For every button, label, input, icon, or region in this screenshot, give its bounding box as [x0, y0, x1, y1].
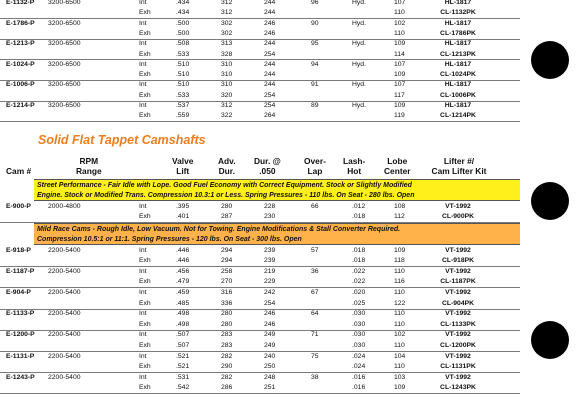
cam-number-cell: E-1006-P [6, 81, 35, 89]
lobe-center-cell: 114 [394, 50, 405, 58]
cam-number-cell: E-1024-P [6, 60, 35, 68]
header-dur-050 [254, 156, 281, 176]
lifter-kit-cell: CL-1006PK [440, 91, 476, 99]
valve-lift-cell: .479 [176, 278, 190, 286]
table-row [0, 341, 520, 352]
advertised-duration-cell: 320 [221, 91, 233, 99]
lobe-center-cell: 116 [394, 278, 405, 286]
valve-lift-cell: .531 [176, 373, 190, 381]
advertised-duration-cell: 310 [221, 60, 233, 68]
duration-050-cell: 244 [264, 40, 276, 48]
lash-hot-cell: Hyd. [352, 102, 366, 109]
lobe-center-cell: 103 [394, 373, 406, 381]
lobe-center-cell: 112 [394, 212, 405, 220]
valve-lift-cell: .507 [176, 341, 190, 349]
lash-hot-cell: .022 [352, 267, 366, 275]
valve-side-cell: Exh [139, 384, 151, 392]
duration-050-cell: 254 [264, 50, 276, 58]
header-kit-line2: Cam Lifter Kit [431, 166, 487, 176]
lash-hot-cell: .030 [352, 341, 366, 349]
duration-050-cell: 254 [264, 102, 276, 109]
valve-side-cell: Exh [139, 257, 151, 265]
duration-050-cell: 229 [264, 278, 276, 286]
lifter-kit-cell: VT-1992 [445, 202, 471, 210]
cam-number-cell: E-1131-P [6, 352, 35, 360]
duration-050-cell: 244 [264, 9, 276, 17]
duration-050-cell: 244 [264, 71, 276, 79]
rpm-range-cell: 2200-5400 [48, 246, 81, 254]
lifter-kit-cell: CL-1131PK [440, 363, 476, 371]
overlap-cell: 75 [311, 352, 319, 360]
lifter-kit-cell: CL-1024PK [440, 71, 476, 79]
lifter-kit-cell: VT-1992 [445, 288, 471, 296]
lobe-center-cell: 102 [394, 19, 406, 27]
valve-side-cell: Exh [139, 278, 151, 286]
header-dur-line2: .050 [259, 166, 276, 176]
advertised-duration-cell: 280 [221, 310, 233, 318]
duration-050-cell: 246 [264, 320, 276, 328]
valve-side-cell: Int [139, 352, 147, 360]
advertised-duration-cell: 270 [221, 278, 233, 286]
lobe-center-cell: 110 [394, 288, 405, 296]
duration-050-cell: 264 [264, 112, 276, 120]
duration-050-cell: 244 [264, 81, 276, 89]
lifter-kit-cell: HL-1817 [444, 60, 472, 68]
row-divider [0, 393, 520, 394]
table-row [0, 19, 520, 30]
race-band-line2: Compression 10.5:1 or 11:1. Spring Pressures - 120 lbs. On Seat - 300 lbs. Open [37, 235, 302, 243]
valve-side-cell: Int [139, 331, 147, 339]
overlap-cell: 64 [311, 310, 319, 318]
overlap-cell: 36 [311, 267, 319, 275]
table-row [0, 267, 520, 278]
advertised-duration-cell: 316 [221, 288, 233, 296]
lash-hot-cell: .030 [352, 310, 366, 318]
rpm-range-cell: 3200-6500 [48, 60, 81, 68]
lobe-center-cell: 110 [394, 363, 405, 371]
overlap-cell: 71 [311, 331, 319, 339]
lash-hot-cell: .030 [352, 320, 366, 328]
valve-side-cell: Int [139, 288, 147, 296]
duration-050-cell: 244 [264, 60, 276, 68]
valve-lift-cell: .510 [176, 81, 190, 89]
advertised-duration-cell: 286 [221, 384, 233, 392]
advertised-duration-cell: 280 [221, 202, 233, 210]
lifter-kit-cell: VT-1992 [445, 331, 471, 339]
lash-hot-cell: .025 [352, 299, 366, 307]
duration-050-cell: 249 [264, 341, 276, 349]
advertised-duration-cell: 312 [221, 102, 233, 109]
cam-number-cell: E-1214-P [6, 102, 35, 109]
advertised-duration-cell: 287 [221, 212, 233, 220]
duration-050-cell: 251 [264, 384, 276, 392]
lobe-center-cell: 109 [394, 71, 406, 79]
table-row [0, 101, 520, 112]
rpm-range-cell: 2200-5400 [48, 331, 81, 339]
valve-side-cell: Exh [139, 341, 151, 349]
lifter-kit-cell: HL-1817 [444, 19, 472, 27]
duration-050-cell: 239 [264, 257, 276, 265]
overlap-cell: 38 [311, 373, 319, 381]
advertised-duration-cell: 282 [221, 352, 233, 360]
table-row [0, 80, 520, 91]
overlap-cell: 66 [311, 202, 319, 210]
cam-number-cell: E-904-P [6, 288, 31, 296]
header-over-line1: Over- [304, 156, 326, 166]
cam-number-cell: E-1132-P [6, 0, 35, 6]
lifter-kit-cell: CL-1243PK [440, 384, 476, 392]
duration-050-cell: 254 [264, 299, 276, 307]
lash-hot-cell: Hyd. [352, 60, 366, 68]
valve-lift-cell: .434 [176, 0, 190, 6]
lobe-center-cell: 117 [394, 91, 405, 99]
binder-hole [531, 182, 569, 220]
header-lash-line1: Lash- [343, 156, 366, 166]
lobe-center-cell: 118 [394, 257, 405, 265]
valve-lift-cell: .498 [176, 320, 190, 328]
lobe-center-cell: 108 [394, 202, 406, 210]
table-row [0, 373, 520, 384]
lobe-center-cell: 109 [394, 40, 406, 48]
header-dur-line1: Dur. @ [254, 156, 281, 166]
table-row [0, 309, 520, 320]
lobe-center-cell: 104 [394, 352, 406, 360]
header-valve-line1: Valve [172, 156, 194, 166]
valve-side-cell: Exh [139, 50, 151, 58]
lifter-kit-cell: CL-900PK [441, 212, 475, 220]
duration-050-cell: 248 [264, 373, 276, 381]
lobe-center-cell: 110 [394, 310, 405, 318]
overlap-cell: 94 [311, 60, 319, 68]
lobe-center-cell: 107 [394, 60, 406, 68]
advertised-duration-cell: 290 [221, 363, 233, 371]
lobe-center-cell: 110 [394, 267, 405, 275]
lash-hot-cell: .024 [352, 352, 366, 360]
lobe-center-cell: 109 [394, 384, 406, 392]
lifter-kit-cell: CL-1133PK [440, 320, 476, 328]
valve-side-cell: Exh [139, 212, 151, 220]
rpm-range-cell: 3200-6500 [48, 81, 81, 89]
duration-050-cell: 246 [264, 310, 276, 318]
lifter-kit-cell: CL-904PK [441, 299, 475, 307]
valve-lift-cell: .510 [176, 60, 190, 68]
header-adv-line1: Adv. [218, 156, 236, 166]
lobe-center-cell: 119 [394, 112, 405, 120]
advertised-duration-cell: 312 [221, 9, 233, 17]
valve-lift-cell: .434 [176, 9, 190, 17]
duration-050-cell: 246 [264, 19, 276, 27]
advertised-duration-cell: 302 [221, 19, 233, 27]
advertised-duration-cell: 294 [221, 257, 233, 265]
overlap-cell: 96 [311, 0, 319, 6]
lobe-center-cell: 110 [394, 320, 405, 328]
table-row [0, 246, 520, 257]
duration-050-cell: 240 [264, 352, 276, 360]
lobe-center-cell: 102 [394, 331, 406, 339]
lash-hot-cell: .018 [352, 212, 366, 220]
lifter-kit-cell: VT-1992 [445, 267, 471, 275]
header-rpm-line2: Range [76, 166, 102, 176]
header-lash [343, 156, 365, 176]
header-lobe-line2: Center [384, 166, 411, 176]
lifter-kit-cell: CL-1200PK [440, 341, 476, 349]
lifter-kit-cell: VT-1992 [445, 246, 471, 254]
lifter-kit-cell: CL-1214PK [440, 112, 476, 120]
row-divider [0, 121, 520, 122]
overlap-cell: 95 [311, 40, 319, 48]
binder-hole [531, 41, 569, 79]
lifter-kit-cell: VT-1992 [445, 310, 471, 318]
advertised-duration-cell: 282 [221, 373, 233, 381]
header-adv-line2: Dur. [218, 166, 235, 176]
cam-number-cell: E-1213-P [6, 40, 35, 48]
header-rpm-line1: RPM [79, 156, 99, 166]
valve-lift-cell: .533 [176, 91, 190, 99]
valve-lift-cell: .498 [176, 310, 190, 318]
rpm-range-cell: 2200-5400 [48, 267, 81, 275]
lash-hot-cell: .016 [352, 373, 366, 381]
race-band-line1: Mild Race Cams - Rough Idle, Low Vacuum. Not for Towing. Engine Modifications & Stall Converter Required. [37, 226, 401, 233]
advertised-duration-cell: 312 [221, 0, 233, 6]
valve-side-cell: Int [139, 40, 147, 48]
valve-lift-cell: .507 [176, 331, 190, 339]
table-row [0, 288, 520, 299]
street-band-line1: Street Performance - Fair Idle with Lope. Good Fuel Economy with Correct Equipment. Stock or Slightly Modified [37, 182, 412, 189]
valve-lift-cell: .485 [176, 299, 190, 307]
valve-lift-cell: .500 [176, 29, 190, 37]
lobe-center-cell: 107 [394, 81, 406, 89]
advertised-duration-cell: 283 [221, 341, 233, 349]
table-row [0, 202, 520, 213]
rpm-range-cell: 2200-5400 [48, 352, 81, 360]
valve-side-cell: Exh [139, 9, 151, 17]
header-kit-line1: Lifter #/ [443, 156, 475, 166]
header-lifter-kit [423, 156, 495, 176]
rpm-range-cell: 3200-6500 [48, 102, 81, 109]
mild-race-band [34, 223, 520, 245]
lash-hot-cell: Hyd. [352, 40, 366, 48]
cam-number-cell: E-1187-P [6, 267, 35, 275]
advertised-duration-cell: 328 [221, 50, 233, 58]
advertised-duration-cell: 280 [221, 320, 233, 328]
table-row [0, 352, 520, 363]
rpm-range-cell: 2200-5400 [48, 373, 81, 381]
lobe-center-cell: 122 [394, 299, 406, 307]
valve-side-cell: Int [139, 60, 147, 68]
valve-side-cell: Exh [139, 71, 151, 79]
duration-050-cell: 242 [264, 288, 276, 296]
rpm-range-cell: 2000-4800 [48, 202, 81, 210]
cam-number-cell: E-918-P [6, 246, 31, 254]
lash-hot-cell: .024 [352, 363, 366, 371]
valve-lift-cell: .508 [176, 40, 190, 48]
lifter-kit-cell: CL-1213PK [440, 50, 476, 58]
valve-lift-cell: .521 [176, 363, 190, 371]
lash-hot-cell: .016 [352, 384, 366, 392]
table-row [0, 277, 520, 288]
valve-lift-cell: .446 [176, 246, 190, 254]
binder-hole [531, 321, 569, 359]
cam-number-cell: E-1786-P [6, 19, 35, 27]
header-overlap [304, 156, 326, 176]
valve-lift-cell: .456 [176, 267, 190, 275]
duration-050-cell: 244 [264, 0, 276, 6]
cam-number-cell: E-1243-P [6, 373, 35, 381]
lifter-kit-cell: CL-1132PK [440, 9, 476, 17]
valve-lift-cell: .533 [176, 50, 190, 58]
table-row [0, 60, 520, 71]
rpm-range-cell: 3200-6500 [48, 0, 81, 6]
valve-side-cell: Int [139, 81, 147, 89]
street-band-line2: Engine. Stock or Modified Trans. Compression 10.3:1 or Less. Spring Pressures - 110 lbs. On Seat - 280 lbs. Open [37, 191, 415, 199]
overlap-cell: 90 [311, 19, 319, 27]
header-over-line2: Lap [307, 166, 323, 176]
lobe-center-cell: 110 [394, 29, 405, 37]
rpm-range-cell: 2200-5400 [48, 310, 81, 318]
advertised-duration-cell: 310 [221, 81, 233, 89]
advertised-duration-cell: 258 [221, 267, 233, 275]
lash-hot-cell: .022 [352, 278, 366, 286]
section-title: Solid Flat Tappet Camshafts [38, 133, 206, 147]
table-row [0, 256, 520, 267]
overlap-cell: 91 [311, 81, 319, 89]
valve-lift-cell: .521 [176, 352, 190, 360]
header-valve-lift [172, 156, 193, 176]
advertised-duration-cell: 294 [221, 246, 233, 254]
overlap-cell: 57 [311, 246, 319, 254]
valve-side-cell: Exh [139, 29, 151, 37]
valve-lift-cell: .559 [176, 112, 190, 120]
valve-lift-cell: .446 [176, 257, 190, 265]
lifter-kit-cell: CL-918PK [441, 257, 475, 265]
header-lash-line2: Hot [347, 166, 362, 176]
lash-hot-cell: .018 [352, 246, 366, 254]
valve-side-cell: Int [139, 267, 147, 275]
valve-side-cell: Exh [139, 320, 151, 328]
lifter-kit-cell: HL-1817 [444, 40, 472, 48]
header-adv-dur [218, 156, 236, 176]
lobe-center-cell: 109 [394, 246, 406, 254]
lash-hot-cell: .020 [352, 288, 366, 296]
advertised-duration-cell: 322 [221, 112, 233, 120]
duration-050-cell: 250 [264, 363, 276, 371]
duration-050-cell: 219 [264, 267, 276, 275]
valve-side-cell: Int [139, 0, 147, 6]
duration-050-cell: 239 [264, 246, 276, 254]
valve-side-cell: Exh [139, 299, 151, 307]
valve-side-cell: Exh [139, 112, 151, 120]
lifter-kit-cell: HL-1817 [444, 81, 472, 89]
table-row [0, 39, 520, 50]
table-row [0, 383, 520, 394]
advertised-duration-cell: 302 [221, 29, 233, 37]
rpm-range-cell: 3200-6500 [48, 40, 81, 48]
lifter-kit-cell: CL-1786PK [440, 29, 476, 37]
lash-hot-cell: Hyd. [352, 81, 366, 89]
street-performance-band [34, 179, 520, 201]
header-lobe-line1: Lobe [387, 156, 408, 166]
lash-hot-cell: .018 [352, 257, 366, 265]
lobe-center-cell: 109 [394, 102, 406, 109]
lifter-kit-cell: VT-1992 [445, 352, 471, 360]
duration-050-cell: 230 [264, 212, 276, 220]
duration-050-cell: 228 [264, 202, 276, 210]
header-lobe-center [384, 156, 411, 176]
valve-lift-cell: .395 [176, 202, 190, 210]
valve-side-cell: Int [139, 246, 147, 254]
duration-050-cell: 254 [264, 91, 276, 99]
valve-lift-cell: .500 [176, 19, 190, 27]
lifter-kit-cell: HL-1817 [444, 0, 472, 6]
valve-side-cell: Exh [139, 363, 151, 371]
duration-050-cell: 249 [264, 331, 276, 339]
lash-hot-cell: .030 [352, 331, 366, 339]
lash-hot-cell: .012 [352, 202, 366, 210]
header-cam: Cam # [6, 166, 32, 176]
valve-side-cell: Int [139, 310, 147, 318]
header-valve-line2: Lift [176, 166, 190, 176]
advertised-duration-cell: 310 [221, 71, 233, 79]
lash-hot-cell: Hyd. [352, 19, 366, 27]
valve-side-cell: Int [139, 102, 147, 109]
rpm-range-cell: 3200-6500 [48, 19, 81, 27]
valve-side-cell: Int [139, 19, 147, 27]
table-row [0, 330, 520, 341]
overlap-cell: 67 [311, 288, 319, 296]
cam-number-cell: E-900-P [6, 202, 31, 210]
valve-lift-cell: .542 [176, 384, 190, 392]
lash-hot-cell: Hyd. [352, 0, 366, 6]
valve-side-cell: Exh [139, 91, 151, 99]
valve-lift-cell: .459 [176, 288, 190, 296]
lifter-kit-cell: CL-1187PK [440, 278, 476, 286]
table-row [0, 0, 520, 9]
overlap-cell: 89 [311, 102, 319, 109]
lobe-center-cell: 107 [394, 0, 406, 6]
valve-side-cell: Int [139, 373, 147, 381]
advertised-duration-cell: 336 [221, 299, 233, 307]
valve-lift-cell: .401 [176, 212, 190, 220]
table-row [0, 299, 520, 310]
advertised-duration-cell: 313 [221, 40, 233, 48]
valve-side-cell: Int [139, 202, 147, 210]
lobe-center-cell: 110 [394, 9, 405, 17]
table-row [0, 362, 520, 373]
table-row [0, 320, 520, 331]
header-rpm [76, 156, 102, 176]
cam-number-cell: E-1200-P [6, 331, 35, 339]
advertised-duration-cell: 283 [221, 331, 233, 339]
lobe-center-cell: 110 [394, 341, 405, 349]
valve-lift-cell: .537 [176, 102, 190, 109]
cam-number-cell: E-1133-P [6, 310, 35, 318]
lifter-kit-cell: HL-1817 [444, 102, 472, 109]
rpm-range-cell: 2200-5400 [48, 288, 81, 296]
lifter-kit-cell: VT-1992 [445, 373, 471, 381]
valve-lift-cell: .510 [176, 71, 190, 79]
duration-050-cell: 246 [264, 29, 276, 37]
